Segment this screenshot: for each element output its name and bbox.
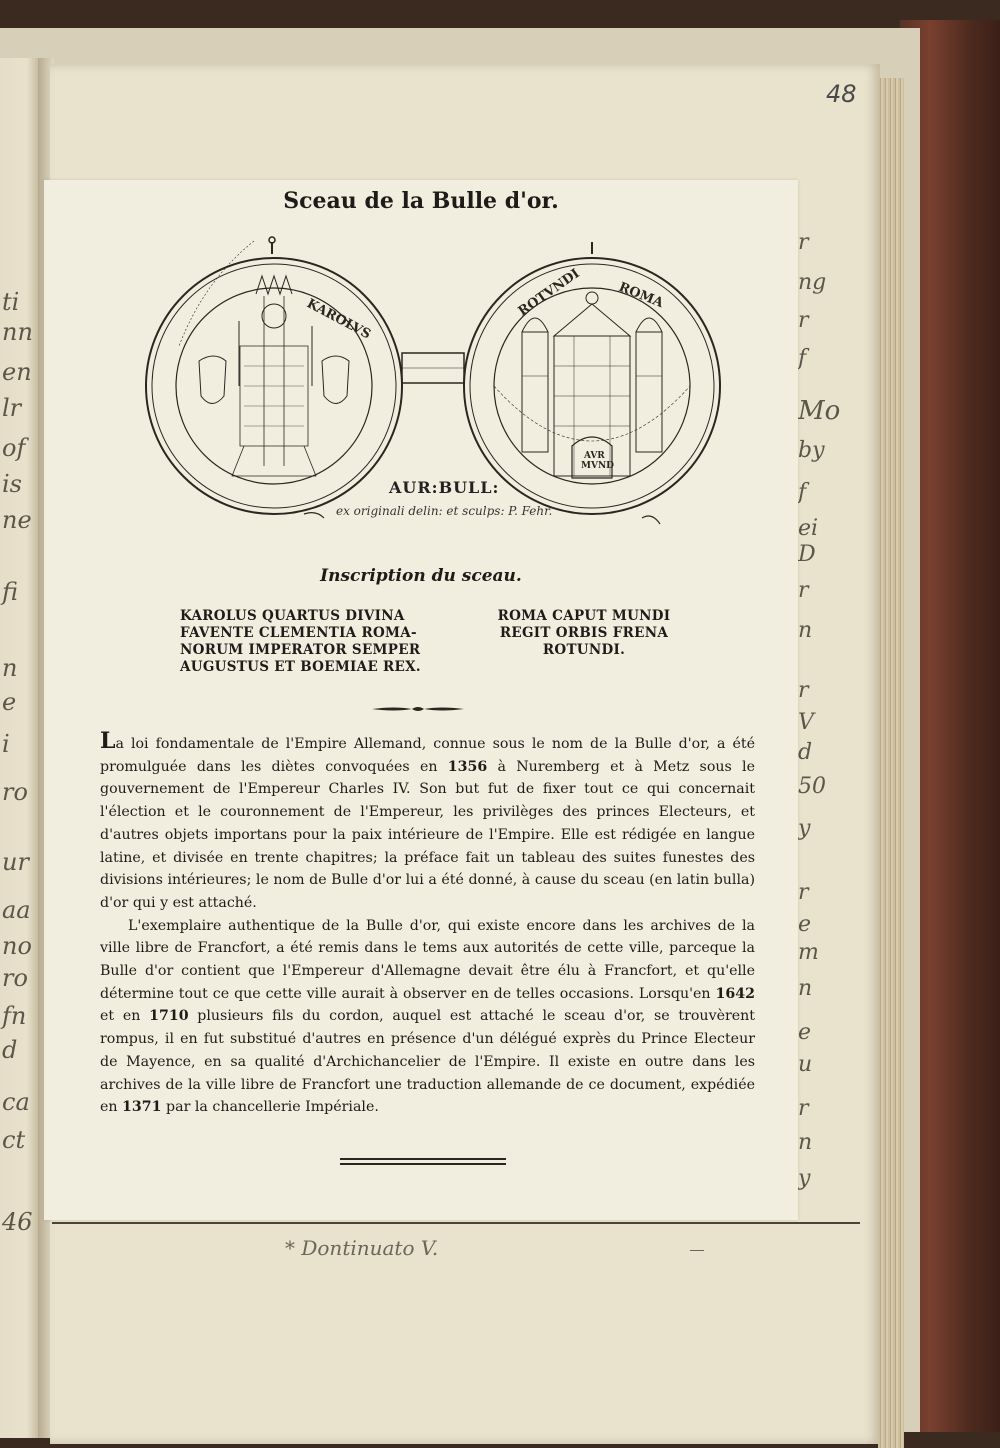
inscription-line: KAROLUS QUARTUS DIVINA [180, 608, 405, 624]
inscription-line: AUGUSTUS ET BOEMIAE REX. [180, 659, 421, 675]
year: 1710 [149, 1008, 189, 1025]
body-text [100, 728, 755, 1119]
printed-sheet [44, 180, 798, 1220]
engraver-credit: ex originali delin: et sculps: P. Fehr. [336, 504, 553, 518]
sheet-title: Sceau de la Bulle d'or. [283, 188, 559, 214]
ornament-divider [372, 704, 464, 714]
paragraph-2: L'exemplaire authentique de la Bulle d'or, qui existe encore dans les archives de la ville libre de Francfort, a été remis dans le tems aux autorités de cette ville, parceque la Bulle d'or contient que l'Empereur d'Allemagne devait être élu à Francfort, et qu'elle détermine tout ce que cette ville aurait à observer en de telles occasions. Lorsqu'en 1642 et en 1710 plusieurs fils du cordon, auquel est attaché le sceau d'or, se trouvèrent rompus, il en fut substitué d'autres en présence d'un délégué exprès du Prince Electeur de Mayence, en sa qualité d'Archichancelier de l'Empire. Il existe en outre dans les archives de la ville libre de Francfort une traduction allemande de ce document, expédiée en 1371 par la chancellerie Impériale. [100, 917, 755, 1116]
year: 1642 [715, 985, 755, 1002]
svg-text:ROTVNDI: ROTVNDI [515, 266, 583, 320]
end-rule [340, 1158, 506, 1168]
page-rule [52, 1222, 860, 1224]
inscription-obverse [180, 608, 480, 676]
page-edges [878, 78, 904, 1448]
inscription-line: ROMA CAPUT MUNDI [497, 608, 671, 624]
year: 1371 [122, 1099, 162, 1116]
inscription-line: ROTUNDI. [542, 642, 626, 658]
dash-mark [690, 1250, 704, 1251]
page-number: 48 [826, 80, 857, 108]
inscription-line: NORUM IMPERATOR SEMPER [180, 642, 421, 658]
left-page-edge: ti nn en lr of is ne fi n e i ro ur aa no ro fn d ca ct 46 [0, 58, 38, 1438]
inscription-line: REGIT ORBIS FRENA [499, 625, 669, 641]
svg-text:KAROLVS: KAROLVS [304, 296, 374, 343]
year: 1356 [447, 758, 488, 775]
inscription-title: Inscription du sceau. [320, 566, 522, 586]
svg-text:ROMA: ROMA [616, 279, 666, 312]
inscription-reverse [484, 608, 684, 659]
inscription-line: FAVENTE CLEMENTIA ROMA- [180, 625, 417, 641]
svg-text:AVR: AVR [584, 451, 605, 461]
handwritten-footnote: * Dontinuato V. [285, 1236, 439, 1260]
handwriting-margin: r ng r f Mo by f ei D r n r V d 50 y r e m n e u r n y [798, 230, 841, 1191]
drop-cap: L [100, 728, 116, 754]
svg-text:MVND: MVND [581, 461, 614, 471]
paragraph-1: La loi fondamentale de l'Empire Allemand, connue sous le nom de la Bulle d'or, a été promulguée dans les diètes convoquées en 1356 à Nuremberg et à Metz sous le gouvernement de l'Empereur Charles IV. Son but fut de fixer tout ce qui concernait l'élection et le couronnement de l'Empereur, les privilèges des princes Electeurs, et d'autres objets importans pour la paix intérieure de l'Empire. Elle est rédigée en langue latine, et divisée en trente chapitres; la préface fait un tableau des suites funestes des divisions intérieures; le nom de Bulle d'or lui a été donné, à cause du sceau (en latin bulla) d'or qui y est attaché. [100, 728, 755, 911]
seal-caption: AUR:BULL: [389, 478, 500, 497]
